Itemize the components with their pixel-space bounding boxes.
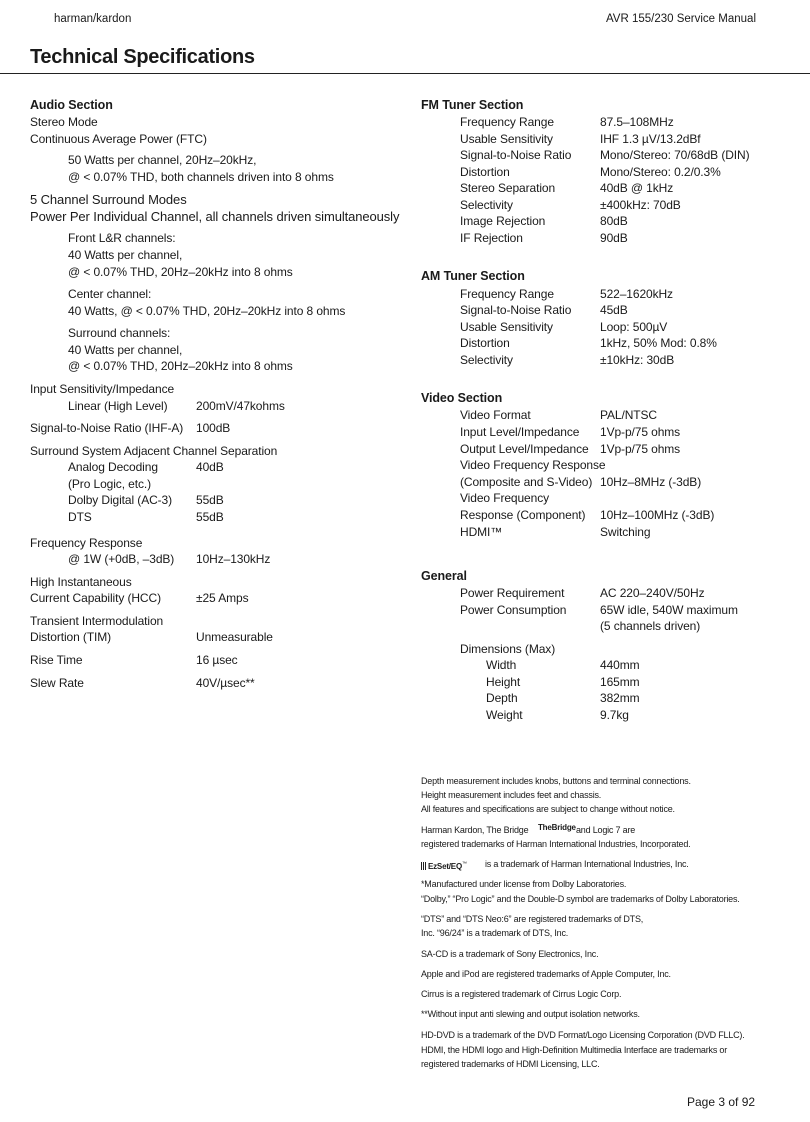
freq-response-value: 10Hz–130kHz: [196, 552, 271, 566]
video-format-value: PAL/NTSC: [600, 408, 657, 422]
video-freq-response-label: Video Frequency Response: [460, 458, 606, 472]
footnote: Height measurement includes feet and chassis.: [421, 790, 602, 800]
footnote: Depth measurement includes knobs, buttons and terminal connections.: [421, 776, 691, 786]
hdmi-label: HDMI™: [460, 525, 503, 539]
video-composite-value: 10Hz–8MHz (-3dB): [600, 475, 702, 489]
width-label: Width: [486, 658, 517, 672]
hdmi-value: Switching: [600, 525, 651, 539]
dolby-label: Dolby Digital (AC-3): [68, 493, 173, 507]
rise-time-label: Rise Time: [30, 653, 83, 667]
front-line-1: Front L&R channels:: [68, 231, 176, 245]
fm-row-value: 87.5–108MHz: [600, 115, 674, 129]
footnote: is a trademark of Harman International Industries, Inc.: [485, 859, 689, 869]
fm-row-value: Mono/Stereo: 0.2/0.3%: [600, 165, 721, 179]
manual-title: AVR 155/230 Service Manual: [605, 13, 756, 25]
video-composite-label: (Composite and S-Video): [460, 475, 593, 489]
fm-row-label: Selectivity: [460, 198, 513, 212]
am-row-value: 45dB: [600, 303, 628, 317]
depth-label: Depth: [486, 691, 518, 705]
dts-value: 55dB: [196, 510, 224, 524]
fm-row-label: Stereo Separation: [460, 181, 556, 195]
input-sensitivity-label: Input Sensitivity/Impedance: [30, 382, 175, 396]
slew-rate-label: Slew Rate: [30, 676, 84, 690]
footnote: HDMI, the HDMI logo and High-Definition Multimedia Interface are trademarks or: [421, 1045, 728, 1055]
fm-row-label: Distortion: [460, 165, 510, 179]
footnote: and Logic 7 are: [576, 825, 636, 835]
dolby-value: 55dB: [196, 493, 224, 507]
surround-title: 5 Channel Surround Modes: [30, 192, 187, 207]
am-row-label: Distortion: [460, 336, 510, 350]
power-requirement-value: AC 220–240V/50Hz: [600, 586, 705, 600]
snr-value: 100dB: [196, 421, 231, 435]
fm-row-label: Signal-to-Noise Ratio: [460, 148, 572, 162]
center-line-1: Center channel:: [68, 287, 152, 301]
fm-row-value: IHF 1.3 µV/13.2dBf: [600, 132, 701, 146]
video-component-value: 10Hz–100MHz (-3dB): [600, 508, 715, 522]
height-value: 165mm: [600, 675, 640, 689]
video-output-value: 1Vp-p/75 ohms: [600, 442, 681, 456]
footnote: Cirrus is a registered trademark of Cirrus Logic Corp.: [421, 989, 622, 999]
tim-line-1: Transient Intermodulation: [30, 614, 164, 628]
video-frequency-label: Video Frequency: [460, 491, 550, 505]
video-output-label: Output Level/Impedance: [460, 442, 589, 456]
video-heading: Video Section: [421, 391, 503, 405]
footnote: HD-DVD is a trademark of the DVD Format/Logo Licensing Corporation (DVD FLLC).: [421, 1030, 745, 1040]
am-row-value: ±10kHz: 30dB: [600, 353, 675, 367]
fm-row-value: 90dB: [600, 231, 628, 245]
surround-line-1: Surround channels:: [68, 326, 171, 340]
ezset-logo-icon: EzSet/EQ™: [421, 859, 467, 872]
page-title: Technical Specifications: [30, 46, 255, 68]
power-consumption-value: 65W idle, 540W maximum: [600, 603, 738, 617]
fm-row-value: ±400kHz: 70dB: [600, 198, 681, 212]
footnote: Apple and iPod are registered trademarks of Apple Computer, Inc.: [421, 969, 671, 979]
linear-value: 200mV/47kohms: [196, 399, 285, 413]
slew-rate-value: 40V/µsec**: [196, 676, 255, 690]
power-consumption-label: Power Consumption: [460, 603, 567, 617]
fm-row-value: 40dB @ 1kHz: [600, 181, 674, 195]
footnote: Harman Kardon, The Bridge: [421, 825, 529, 835]
fm-row-label: Image Rejection: [460, 214, 546, 228]
am-row-value: Loop: 500µV: [600, 320, 668, 334]
footnote: registered trademarks of Harman International Industries, Incorporated.: [421, 839, 691, 849]
power-consumption-note: (5 channels driven): [600, 619, 701, 633]
snr-label: Signal-to-Noise Ratio (IHF-A): [30, 421, 184, 435]
freq-response-label: @ 1W (+0dB, –3dB): [68, 552, 175, 566]
footnote: “DTS” and “DTS Neo:6” are registered trademarks of DTS,: [421, 914, 644, 924]
weight-label: Weight: [486, 708, 523, 722]
general-heading: General: [421, 569, 467, 583]
am-row-label: Frequency Range: [460, 287, 554, 301]
front-line-3: @ < 0.07% THD, 20Hz–20kHz into 8 ohms: [68, 265, 293, 279]
footnote: Inc. “96/24” is a trademark of DTS, Inc.: [421, 928, 569, 938]
cap-line-1: 50 Watts per channel, 20Hz–20kHz,: [68, 153, 257, 167]
cap-line-2: @ < 0.07% THD, both channels driven into 8 ohms: [68, 170, 334, 184]
footnote: registered trademarks of HDMI Licensing, LLC.: [421, 1059, 600, 1069]
footnote: **Without input anti slewing and output isolation networks.: [421, 1009, 640, 1019]
footnote: All features and specifications are subject to change without notice.: [421, 804, 675, 814]
width-value: 440mm: [600, 658, 640, 672]
am-row-value: 522–1620kHz: [600, 287, 673, 301]
footnote: *Manufactured under license from Dolby Laboratories.: [421, 879, 627, 889]
hcc-value: ±25 Amps: [196, 591, 249, 605]
dimensions-label: Dimensions (Max): [460, 642, 556, 656]
brand-header: harman/kardon: [54, 13, 132, 25]
fm-row-label: Frequency Range: [460, 115, 554, 129]
am-row-value: 1kHz, 50% Mod: 0.8%: [600, 336, 717, 350]
power-requirement-label: Power Requirement: [460, 586, 565, 600]
analog-value: 40dB: [196, 460, 224, 474]
am-row-label: Signal-to-Noise Ratio: [460, 303, 572, 317]
tim-line-2: Distortion (TIM): [30, 630, 112, 644]
separation-title: Surround System Adjacent Channel Separation: [30, 444, 278, 458]
page-number: Page 3 of 92: [687, 1095, 756, 1109]
rise-time-value: 16 µsec: [196, 653, 238, 667]
analog-label: Analog Decoding: [68, 460, 158, 474]
fm-row-label: IF Rejection: [460, 231, 523, 245]
weight-value: 9.7kg: [600, 708, 629, 722]
linear-label: Linear (High Level): [68, 399, 168, 413]
video-input-label: Input Level/Impedance: [460, 425, 580, 439]
fm-row-label: Usable Sensitivity: [460, 132, 553, 146]
surround-subtitle: Power Per Individual Channel, all channels driven simultaneously: [30, 209, 400, 224]
center-line-2: 40 Watts, @ < 0.07% THD, 20Hz–20kHz into 8 ohms: [68, 304, 346, 318]
surround-line-3: @ < 0.07% THD, 20Hz–20kHz into 8 ohms: [68, 359, 293, 373]
dts-label: DTS: [68, 510, 92, 524]
video-input-value: 1Vp-p/75 ohms: [600, 425, 681, 439]
freq-response-title: Frequency Response: [30, 536, 143, 550]
video-format-label: Video Format: [460, 408, 531, 422]
stereo-mode-label: Stereo Mode: [30, 115, 98, 129]
the-bridge-logo-icon: TheBridge: [538, 823, 576, 832]
fm-row-value: 80dB: [600, 214, 628, 228]
audio-heading: Audio Section: [30, 98, 113, 112]
hcc-line-2: Current Capability (HCC): [30, 591, 161, 605]
footnote: SA-CD is a trademark of Sony Electronics, Inc.: [421, 949, 599, 959]
tim-value: Unmeasurable: [196, 630, 273, 644]
footnote: “Dolby,” “Pro Logic” and the Double-D symbol are trademarks of Dolby Laboratories.: [421, 894, 740, 904]
depth-value: 382mm: [600, 691, 640, 705]
fm-heading: FM Tuner Section: [421, 98, 524, 112]
front-line-2: 40 Watts per channel,: [68, 248, 183, 262]
video-component-label: Response (Component): [460, 508, 586, 522]
am-heading: AM Tuner Section: [421, 269, 525, 283]
am-row-label: Selectivity: [460, 353, 513, 367]
surround-line-2: 40 Watts per channel,: [68, 343, 183, 357]
am-row-label: Usable Sensitivity: [460, 320, 553, 334]
prologic-label: (Pro Logic, etc.): [68, 477, 151, 491]
hcc-line-1: High Instantaneous: [30, 575, 132, 589]
cap-label: Continuous Average Power (FTC): [30, 132, 207, 146]
fm-row-value: Mono/Stereo: 70/68dB (DIN): [600, 148, 750, 162]
height-label: Height: [486, 675, 521, 689]
title-rule: [0, 73, 810, 74]
